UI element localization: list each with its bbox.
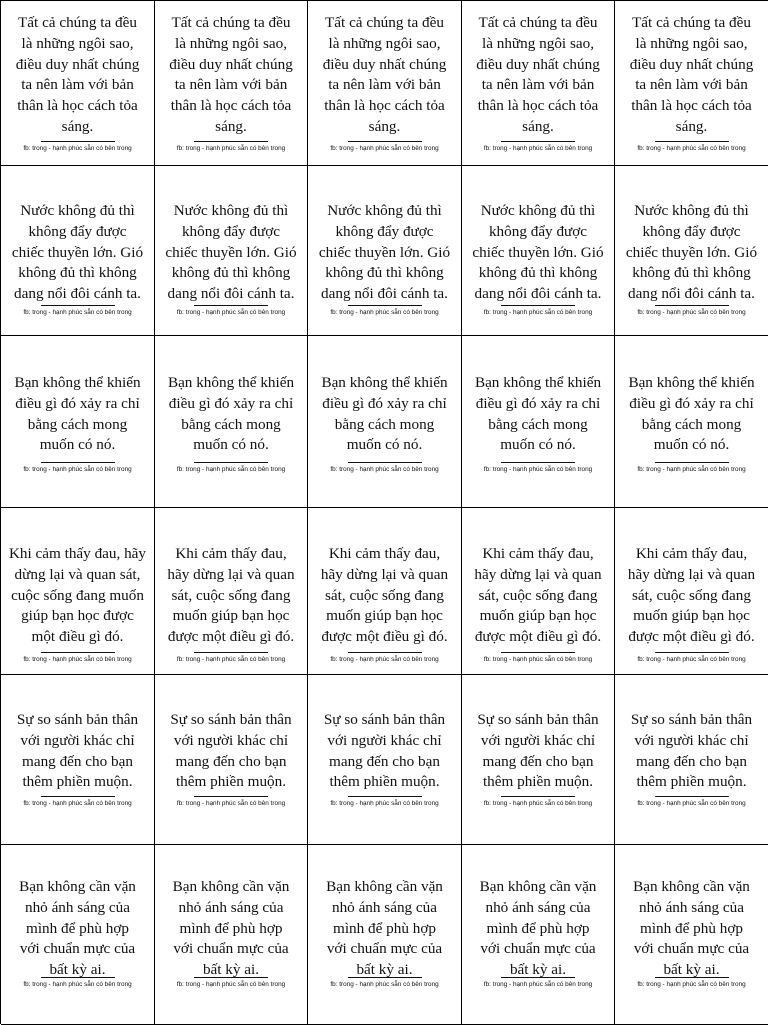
quote-text: Nước không đủ thì không đẩy được chiếc thuyền lớn. Gió không đủ thì không dang nổi đôi cánh ta. xyxy=(625,202,758,303)
quote-card xyxy=(1,336,155,508)
quote-text: Bạn không cần vặn nhỏ ánh sáng của mình để phù hợp với chuẩn mực của bất kỳ ai. xyxy=(19,878,136,979)
quote-text: Khi cảm thấy đau, hãy dừng lại và quan sát, cuộc sống đang muốn giúp bạn học được một điều gì đó. xyxy=(627,545,756,646)
quote-underline xyxy=(348,652,422,653)
quote-underline xyxy=(655,796,729,797)
quote-text: Nước không đủ thì không đẩy được chiếc thuyền lớn. Gió không đủ thì không dang nổi đôi cánh ta. xyxy=(11,202,144,303)
quote-card xyxy=(462,336,615,508)
credit-line: fb: trong - hạnh phúc sẵn có bên trong xyxy=(483,800,593,807)
quote-card xyxy=(155,336,308,508)
credit-line: fb: trong - hạnh phúc sẵn có bên trong xyxy=(330,466,439,473)
quote-underline xyxy=(501,462,575,463)
quote-underline xyxy=(194,796,268,797)
credit-line: fb: trong - hạnh phúc sẵn có bên trong xyxy=(330,800,439,807)
quote-card xyxy=(308,508,462,675)
credit-line: fb: trong - hạnh phúc sẵn có bên trong xyxy=(637,145,746,152)
quote-card xyxy=(155,166,308,336)
quote-underline xyxy=(501,305,575,306)
quote-underline xyxy=(501,977,575,978)
credit-line: fb: trong - hạnh phúc sẵn có bên trong xyxy=(330,145,439,152)
quote-text: Tất cả chúng ta đều là những ngôi sao, điều duy nhất chúng ta nên làm với bản thân là học cách tỏa sáng. xyxy=(476,14,600,135)
quote-card xyxy=(308,845,462,1025)
quote-underline xyxy=(655,305,729,306)
quote-text: Bạn không thể khiến điều gì đó xảy ra chỉ bằng cách mong muốn có nó. xyxy=(474,374,602,454)
quote-text: Sự so sánh bản thân với người khác chỉ mang đến cho bạn thêm phiền muộn. xyxy=(170,711,292,791)
quote-text: Bạn không thể khiến điều gì đó xảy ra chỉ bằng cách mong muốn có nó. xyxy=(167,374,295,454)
quote-card xyxy=(1,166,155,336)
credit-line: fb: trong - hạnh phúc sẵn có bên trong xyxy=(483,466,593,473)
credit-line: fb: trong - hạnh phúc sẵn có bên trong xyxy=(330,309,439,316)
quote-underline xyxy=(41,305,115,306)
credit-line: fb: trong - hạnh phúc sẵn có bên trong xyxy=(483,309,593,316)
quote-underline xyxy=(348,796,422,797)
credit-line: fb: trong - hạnh phúc sẵn có bên trong xyxy=(637,309,746,316)
credit-line: fb: trong - hạnh phúc sẵn có bên trong xyxy=(23,145,132,152)
quote-underline xyxy=(41,796,115,797)
quote-text: Sự so sánh bản thân với người khác chỉ mang đến cho bạn thêm phiền muộn. xyxy=(630,711,753,791)
credit-line: fb: trong - hạnh phúc sẵn có bên trong xyxy=(330,981,439,988)
quote-card xyxy=(308,166,462,336)
credit-line: fb: trong - hạnh phúc sẵn có bên trong xyxy=(483,656,593,663)
quote-card xyxy=(462,845,615,1025)
credit-line: fb: trong - hạnh phúc sẵn có bên trong xyxy=(176,800,286,807)
quote-underline xyxy=(348,462,422,463)
quote-text: Tất cả chúng ta đều là những ngôi sao, điều duy nhất chúng ta nên làm với bản thân là học cách tỏa sáng. xyxy=(322,14,447,135)
quote-underline xyxy=(655,977,729,978)
quote-card xyxy=(615,336,768,508)
quote-card xyxy=(615,1,768,166)
credit-line: fb: trong - hạnh phúc sẵn có bên trong xyxy=(23,800,132,807)
quote-text: Nước không đủ thì không đẩy được chiếc thuyền lớn. Gió không đủ thì không dang nổi đôi cánh ta. xyxy=(318,202,451,303)
quote-text: Sự so sánh bản thân với người khác chỉ mang đến cho bạn thêm phiền muộn. xyxy=(323,711,446,791)
quote-underline xyxy=(194,462,268,463)
quote-card xyxy=(308,336,462,508)
quote-text: Tất cả chúng ta đều là những ngôi sao, điều duy nhất chúng ta nên làm với bản thân là học cách tỏa sáng. xyxy=(15,14,140,135)
quote-card xyxy=(462,166,615,336)
credit-line: fb: trong - hạnh phúc sẵn có bên trong xyxy=(23,466,132,473)
credit-line: fb: trong - hạnh phúc sẵn có bên trong xyxy=(483,981,593,988)
credit-line: fb: trong - hạnh phúc sẵn có bên trong xyxy=(176,466,286,473)
credit-line: fb: trong - hạnh phúc sẵn có bên trong xyxy=(176,981,286,988)
credit-line: fb: trong - hạnh phúc sẵn có bên trong xyxy=(176,145,286,152)
credit-line: fb: trong - hạnh phúc sẵn có bên trong xyxy=(637,656,746,663)
credit-line: fb: trong - hạnh phúc sẵn có bên trong xyxy=(176,656,286,663)
quote-underline xyxy=(655,141,729,142)
quote-card xyxy=(615,166,768,336)
quote-card xyxy=(1,845,155,1025)
quote-card xyxy=(1,675,155,845)
quote-text: Tất cả chúng ta đều là những ngôi sao, điều duy nhất chúng ta nên làm với bản thân là học cách tỏa sáng. xyxy=(629,14,754,135)
quote-text: Sự so sánh bản thân với người khác chỉ mang đến cho bạn thêm phiền muộn. xyxy=(477,711,599,791)
quote-card xyxy=(462,1,615,166)
quote-card xyxy=(155,508,308,675)
quote-text: Bạn không cần vặn nhỏ ánh sáng của mình để phù hợp với chuẩn mực của bất kỳ ai. xyxy=(172,878,290,979)
credit-line: fb: trong - hạnh phúc sẵn có bên trong xyxy=(23,656,132,663)
quote-text: Bạn không cần vặn nhỏ ánh sáng của mình để phù hợp với chuẩn mực của bất kỳ ai. xyxy=(479,878,597,979)
quote-text: Nước không đủ thì không đẩy được chiếc thuyền lớn. Gió không đủ thì không dang nổi đôi cánh ta. xyxy=(165,202,297,303)
quote-text: Nước không đủ thì không đẩy được chiếc thuyền lớn. Gió không đủ thì không dang nổi đôi cánh ta. xyxy=(472,202,604,303)
quote-text: Khi cảm thấy đau, hãy dừng lại và quan sát, cuộc sống đang muốn giúp bạn học được một điều gì đó. xyxy=(8,545,147,646)
quote-card xyxy=(615,845,768,1025)
quote-underline xyxy=(194,652,268,653)
quote-card xyxy=(308,1,462,166)
quote-card xyxy=(1,1,155,166)
credit-line: fb: trong - hạnh phúc sẵn có bên trong xyxy=(330,656,439,663)
quote-card xyxy=(615,675,768,845)
quote-text: Khi cảm thấy đau, hãy dừng lại và quan sát, cuộc sống đang muốn giúp bạn học được một điều gì đó. xyxy=(474,545,602,646)
credit-line: fb: trong - hạnh phúc sẵn có bên trong xyxy=(637,466,746,473)
quote-underline xyxy=(194,141,268,142)
quote-underline xyxy=(655,462,729,463)
quote-underline xyxy=(194,305,268,306)
quote-underline xyxy=(348,305,422,306)
quote-text: Sự so sánh bản thân với người khác chỉ mang đến cho bạn thêm phiền muộn. xyxy=(16,711,139,791)
credit-line: fb: trong - hạnh phúc sẵn có bên trong xyxy=(483,145,593,152)
quote-text: Bạn không thể khiến điều gì đó xảy ra chỉ bằng cách mong muốn có nó. xyxy=(14,374,141,454)
quote-text: Khi cảm thấy đau, hãy dừng lại và quan sát, cuộc sống đang muốn giúp bạn học được một điều gì đó. xyxy=(320,545,449,646)
quote-underline xyxy=(501,652,575,653)
credit-line: fb: trong - hạnh phúc sẵn có bên trong xyxy=(637,981,746,988)
quote-text: Bạn không thể khiến điều gì đó xảy ra chỉ bằng cách mong muốn có nó. xyxy=(628,374,755,454)
quote-card xyxy=(155,845,308,1025)
credit-line: fb: trong - hạnh phúc sẵn có bên trong xyxy=(23,309,132,316)
quote-underline xyxy=(41,977,115,978)
quote-underline xyxy=(41,462,115,463)
quote-card xyxy=(462,508,615,675)
quote-card xyxy=(462,675,615,845)
quote-text: Tất cả chúng ta đều là những ngôi sao, điều duy nhất chúng ta nên làm với bản thân là học cách tỏa sáng. xyxy=(169,14,293,135)
quote-text: Khi cảm thấy đau, hãy dừng lại và quan sát, cuộc sống đang muốn giúp bạn học được một điều gì đó. xyxy=(167,545,295,646)
quote-card xyxy=(308,675,462,845)
quote-card xyxy=(155,1,308,166)
quote-card xyxy=(1,508,155,675)
credit-line: fb: trong - hạnh phúc sẵn có bên trong xyxy=(23,981,132,988)
quote-underline xyxy=(41,652,115,653)
quote-card xyxy=(155,675,308,845)
quote-text: Bạn không cần vặn nhỏ ánh sáng của mình để phù hợp với chuẩn mực của bất kỳ ai. xyxy=(633,878,750,979)
quote-underline xyxy=(501,796,575,797)
quote-underline xyxy=(194,977,268,978)
quote-card xyxy=(615,508,768,675)
quote-underline xyxy=(501,141,575,142)
quote-underline xyxy=(655,652,729,653)
quote-underline xyxy=(348,141,422,142)
quote-underline xyxy=(348,977,422,978)
credit-line: fb: trong - hạnh phúc sẵn có bên trong xyxy=(176,309,286,316)
quote-underline xyxy=(41,141,115,142)
quote-text: Bạn không thể khiến điều gì đó xảy ra chỉ bằng cách mong muốn có nó. xyxy=(321,374,448,454)
credit-line: fb: trong - hạnh phúc sẵn có bên trong xyxy=(637,800,746,807)
quote-text: Bạn không cần vặn nhỏ ánh sáng của mình để phù hợp với chuẩn mực của bất kỳ ai. xyxy=(326,878,443,979)
